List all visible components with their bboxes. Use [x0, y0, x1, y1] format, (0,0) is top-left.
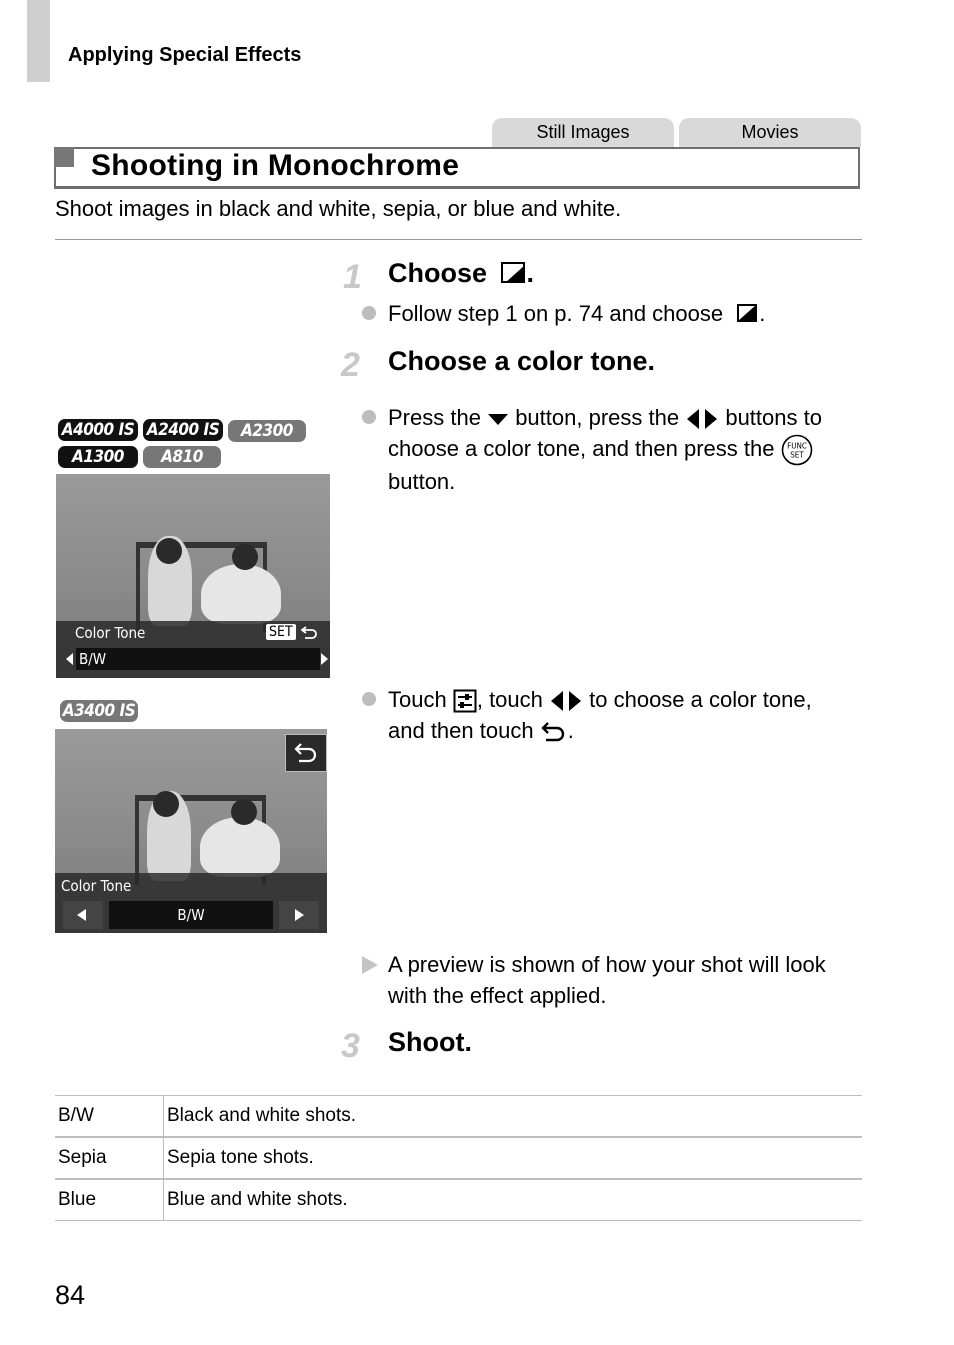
- text-segment: button, press the: [515, 405, 680, 430]
- color-tone-value-box: [109, 901, 273, 929]
- left-right-arrows-icon: [685, 408, 719, 430]
- model-badge: A4000 IS: [58, 419, 138, 441]
- svg-text:SET: SET: [789, 450, 804, 460]
- section-intro: Shoot images in black and white, sepia, or blue and white.: [55, 196, 622, 221]
- right-arrow-icon: [295, 909, 305, 921]
- photo-detail: [156, 538, 182, 564]
- color-tone-value-box: [76, 648, 320, 670]
- step-1-bullet-text: Follow step 1 on p. 74 and choose: [388, 301, 724, 326]
- bullet-dot: [362, 306, 376, 320]
- tab-still-images: Still Images: [492, 118, 674, 147]
- step-1-number: 1: [343, 258, 362, 296]
- text-segment: and then touch: [388, 718, 534, 743]
- tone-name: Sepia: [55, 1137, 164, 1179]
- step-3-number: 3: [341, 1027, 360, 1065]
- text-segment: to choose a color tone,: [589, 687, 812, 712]
- camera-screen-buttons: [56, 474, 330, 678]
- left-arrow-icon: [77, 909, 87, 921]
- svg-text:FUNC: FUNC: [786, 441, 807, 451]
- text-segment: .: [567, 718, 574, 743]
- right-arrow-icon: [321, 653, 329, 665]
- text-segment: A preview is shown of how your shot will look: [388, 952, 826, 977]
- step-2-bullet-buttons: [388, 402, 868, 497]
- color-tone-value: B/W: [79, 650, 107, 668]
- photo-child-right: [200, 817, 280, 877]
- model-badge: A1300: [58, 446, 138, 468]
- model-badge: A2300: [228, 420, 306, 442]
- step-1-bullet-period: .: [759, 301, 766, 326]
- set-label: SET: [266, 624, 296, 640]
- page-number: 84: [55, 1280, 86, 1310]
- step-1-heading-period: .: [526, 258, 535, 288]
- monochrome-icon: [737, 304, 757, 322]
- down-arrow-icon: [487, 412, 509, 426]
- left-arrow-icon: [66, 653, 74, 665]
- text-segment: with the effect applied.: [388, 983, 607, 1008]
- text-segment: buttons to: [725, 405, 822, 430]
- step-1-bullet: [388, 298, 765, 329]
- color-tone-table: [55, 1095, 862, 1221]
- text-segment: , touch: [476, 687, 543, 712]
- tab-movies: Movies: [679, 118, 861, 147]
- previous-tone-button[interactable]: [63, 901, 103, 929]
- step-1-heading: [388, 258, 534, 289]
- table-row: [55, 1179, 862, 1221]
- tone-description: Sepia tone shots.: [164, 1137, 863, 1179]
- step-1-heading-text: Choose: [388, 258, 488, 288]
- return-icon: [300, 625, 320, 641]
- return-button[interactable]: [285, 734, 327, 772]
- running-head: Applying Special Effects: [68, 44, 302, 66]
- color-tone-overlay: [56, 621, 330, 678]
- text-segment: button.: [388, 469, 456, 495]
- model-badge: A3400 IS: [60, 700, 138, 722]
- table-row: [55, 1137, 862, 1179]
- func-set-icon: [781, 434, 813, 466]
- step-2-number: 2: [341, 346, 360, 384]
- color-tone-label: Color Tone: [75, 624, 146, 642]
- page-side-tab: [27, 0, 50, 82]
- model-badge: A810: [143, 446, 221, 468]
- result-triangle-icon: [361, 955, 379, 975]
- divider: [55, 239, 862, 240]
- step-2-heading: Choose a color tone.: [388, 346, 656, 376]
- table-row: [55, 1096, 862, 1138]
- monochrome-icon: [501, 262, 525, 283]
- step-2-bullet-touch: [388, 684, 868, 746]
- left-right-arrows-icon: [549, 690, 583, 712]
- text-segment: Press the: [388, 405, 481, 430]
- text-segment: choose a color tone, and then press the: [388, 436, 775, 461]
- next-tone-button[interactable]: [279, 901, 319, 929]
- photo-detail: [135, 795, 139, 885]
- return-icon: [293, 742, 319, 764]
- step-2-result: [388, 949, 868, 1011]
- camera-screen-touch: [55, 729, 327, 933]
- tone-description: Black and white shots.: [164, 1096, 863, 1138]
- model-badge: A2400 IS: [143, 419, 223, 441]
- bullet-dot: [362, 692, 376, 706]
- photo-child-right: [201, 564, 281, 624]
- photo-detail: [136, 542, 140, 632]
- tone-description: Blue and white shots.: [164, 1179, 863, 1221]
- color-tone-label: Color Tone: [61, 877, 132, 895]
- photo-detail: [232, 544, 258, 570]
- color-tone-value: B/W: [177, 906, 205, 924]
- section-title: Shooting in Monochrome: [91, 149, 460, 182]
- photo-detail: [231, 799, 257, 825]
- text-segment: Touch: [388, 687, 447, 712]
- tone-name: Blue: [55, 1179, 164, 1221]
- photo-detail: [153, 791, 179, 817]
- step-3-heading: Shoot.: [388, 1027, 472, 1057]
- tone-name: B/W: [55, 1096, 164, 1138]
- return-icon: [540, 721, 568, 743]
- bullet-dot: [362, 410, 376, 424]
- section-title-marker: [54, 147, 74, 167]
- color-tone-overlay: [55, 873, 327, 933]
- settings-menu-icon: [453, 689, 477, 713]
